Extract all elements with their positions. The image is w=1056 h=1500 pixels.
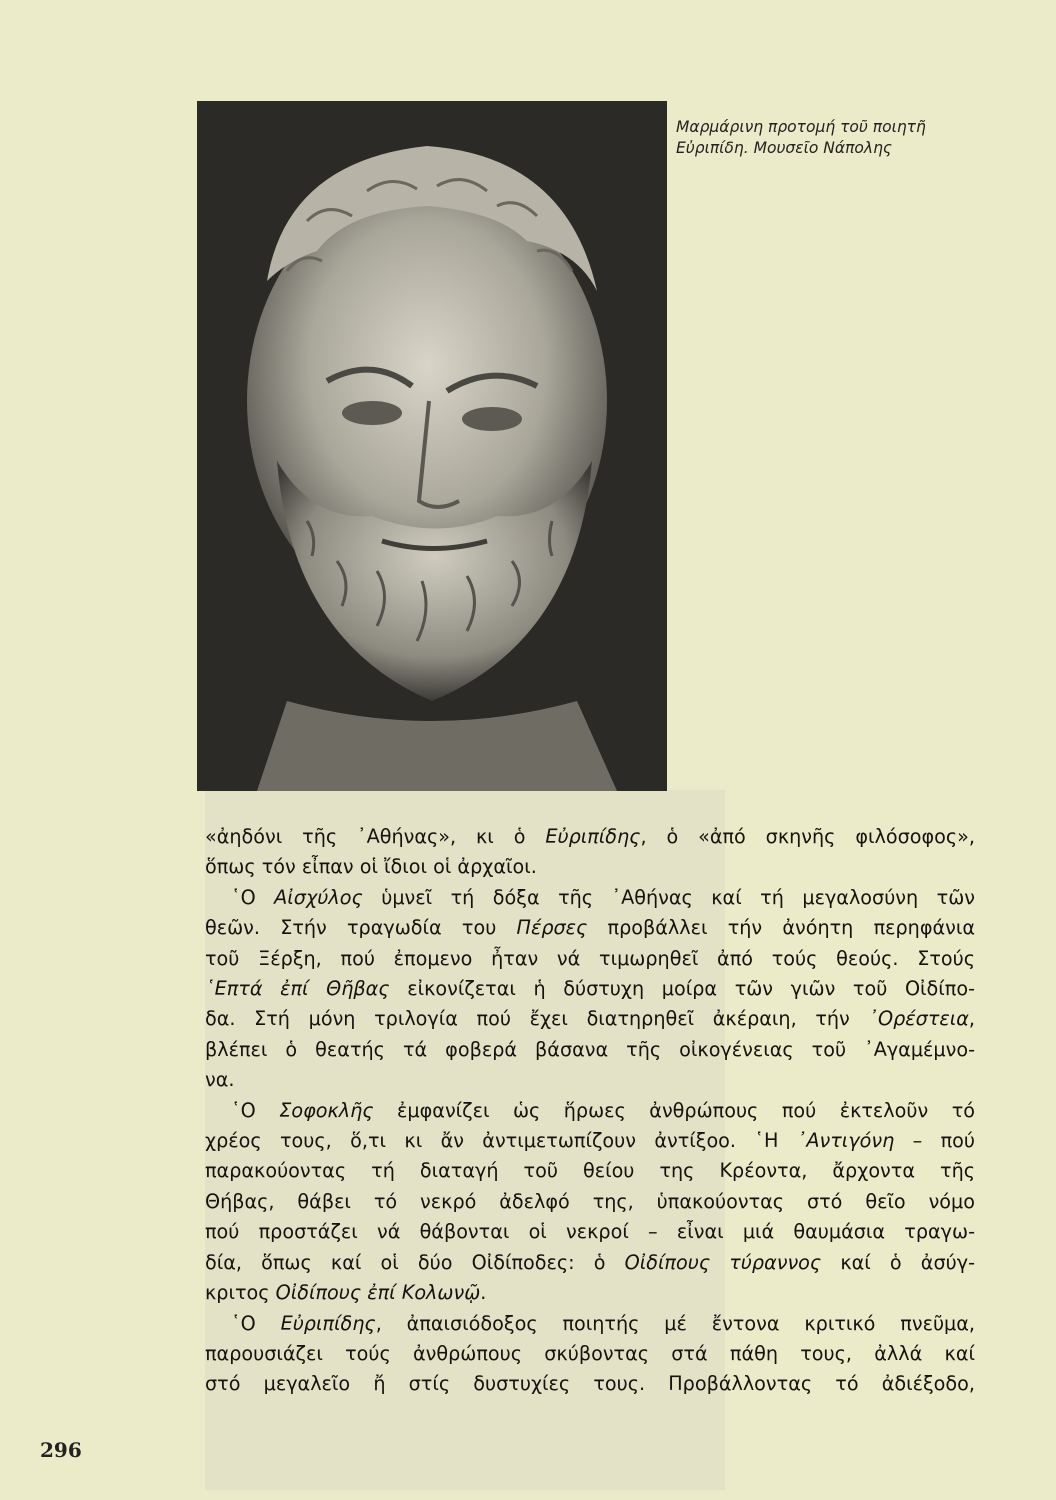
text-run: εἰκονίζεται ἡ δύστυχη μοίρα τῶν γιῶν τοῦ Οἰδίπο- (389, 977, 975, 1001)
text-run: «ἀηδόνι τῆς ᾿Αθήνας», κι ὁ (205, 825, 546, 848)
text-run: στό μεγαλεῖο ἤ στίς δυστυχίες τους. Προβάλλοντας τό ἀδιέξοδο, (205, 1372, 975, 1396)
text-line (205, 1309, 975, 1339)
text-line (205, 1096, 975, 1126)
text-run: , ἀπαισιόδοξος ποιητής μέ ἔντονα κριτικό πνεῦμα, (375, 1311, 975, 1335)
caption-line-2: Εὐριπίδη. Μουσεῖο Νάπολης (676, 139, 892, 157)
text-line (205, 913, 975, 943)
text-run: , (968, 1007, 975, 1031)
text-line (205, 1035, 975, 1065)
text-run: χρέος τους, ὅ,τι κι ἄν ἀντιμετωπίζουν ἀντίξοο. ῾Η (205, 1129, 797, 1153)
text-run: τοῦ Ξέρξη, πού ἐπομενο ἦταν νά τιμωρηθεῖ ἀπό τούς θεούς. Στούς (205, 946, 975, 970)
italic-title: ῾Επτά ἐπί Θῆβας (205, 977, 390, 1001)
photo-caption (676, 117, 976, 159)
text-run: δία, ὅπως καί οἱ δύο Οἰδίποδες: ὁ (205, 1250, 625, 1274)
text-line (205, 1339, 975, 1369)
text-line (205, 1369, 975, 1399)
italic-title: Οἰδίπους τύραννος (624, 1250, 822, 1274)
text-run: παρακούοντας τή διαταγή τοῦ θείου της Κρέοντα, ἄρχοντα τῆς (205, 1159, 975, 1183)
text-run: ἐμφανίζει ὡς ἥρωες ἀνθρώπους πού ἐκτελοῦν τό (373, 1098, 976, 1122)
italic-title: Πέρσες (516, 916, 588, 940)
italic-name: Σοφοκλῆς (279, 1098, 374, 1122)
text-run: παρουσιάζει τούς ἀνθρώπους σκύβοντας στά πάθη τους, ἀλλά καί (205, 1341, 975, 1365)
text-run: ὑμνεῖ τή δόξα τῆς ᾿Αθήνας καί τή μεγαλοσύνη τῶν (362, 885, 975, 909)
text-line (205, 1248, 975, 1278)
text-line (205, 1278, 975, 1308)
text-run: . (480, 1281, 487, 1305)
text-run: , ὁ «ἀπό σκηνῆς φιλόσοφος», (640, 825, 975, 848)
italic-name: Εὐριπίδης (545, 825, 641, 848)
text-run: πού προστάζει νά θάβονται οἱ νεκροί – εἶναι μιά θαυμάσια τραγω- (205, 1220, 975, 1244)
text-run: βλέπει ὁ θεατής τά φοβερά βάσανα τῆς οἰκογένειας τοῦ ᾿Αγαμέμνο- (205, 1037, 975, 1061)
text-line (205, 944, 975, 974)
text-line (205, 1126, 975, 1156)
text-line (205, 1187, 975, 1217)
text-run: θεῶν. Στήν τραγωδία του (205, 916, 517, 940)
caption-line-1: Μαρμάρινη προτομή τοῦ ποιητῆ (676, 118, 926, 136)
text-run: να. (205, 1068, 235, 1092)
text-run: δα. Στή μόνη τριλογία πού ἔχει διατηρηθεῖ ἀκέραιη, τήν (205, 1007, 869, 1031)
page-number: 296 (40, 1438, 82, 1462)
paragraph-3 (205, 1096, 975, 1309)
text-line (205, 852, 975, 882)
euripides-bust-photo (197, 101, 667, 791)
text-run: Θήβας, θάβει τό νεκρό ἀδελφό της, ὑπακούοντας στό θεῖο νόμο (205, 1189, 975, 1213)
text-line (205, 1065, 975, 1095)
paragraph-2 (205, 883, 975, 1096)
italic-name: Εὐριπίδης (280, 1311, 376, 1335)
italic-name: Αἰσχύλος (274, 885, 363, 909)
text-line (205, 1156, 975, 1186)
paragraph-4 (205, 1309, 975, 1400)
text-line (205, 1004, 975, 1034)
italic-title: ᾿Αντιγόνη (796, 1129, 895, 1153)
text-run: προβάλλει τήν ἀνόητη περηφάνια (587, 916, 975, 940)
italic-title: Οἰδίπους ἐπί Κολωνῷ (275, 1281, 481, 1305)
body-text (205, 822, 975, 1400)
text-run: ῾Ο (231, 885, 275, 909)
paragraph-1 (205, 822, 975, 883)
text-run: ὅπως τόν εἶπαν οἱ ἴδιοι οἱ ἀρχαῖοι. (205, 855, 537, 879)
text-line (205, 883, 975, 913)
text-line (205, 822, 975, 852)
text-run: καί ὁ ἀσύγ- (821, 1250, 976, 1274)
text-run: ῾Ο (231, 1311, 281, 1335)
bust-illustration (197, 101, 667, 791)
text-run: κριτος (205, 1281, 276, 1305)
italic-title: ᾿Ορέστεια (868, 1007, 969, 1031)
text-run: – πού (894, 1129, 976, 1153)
text-line (205, 1217, 975, 1247)
text-line (205, 974, 975, 1004)
text-run: ῾Ο (231, 1098, 280, 1122)
